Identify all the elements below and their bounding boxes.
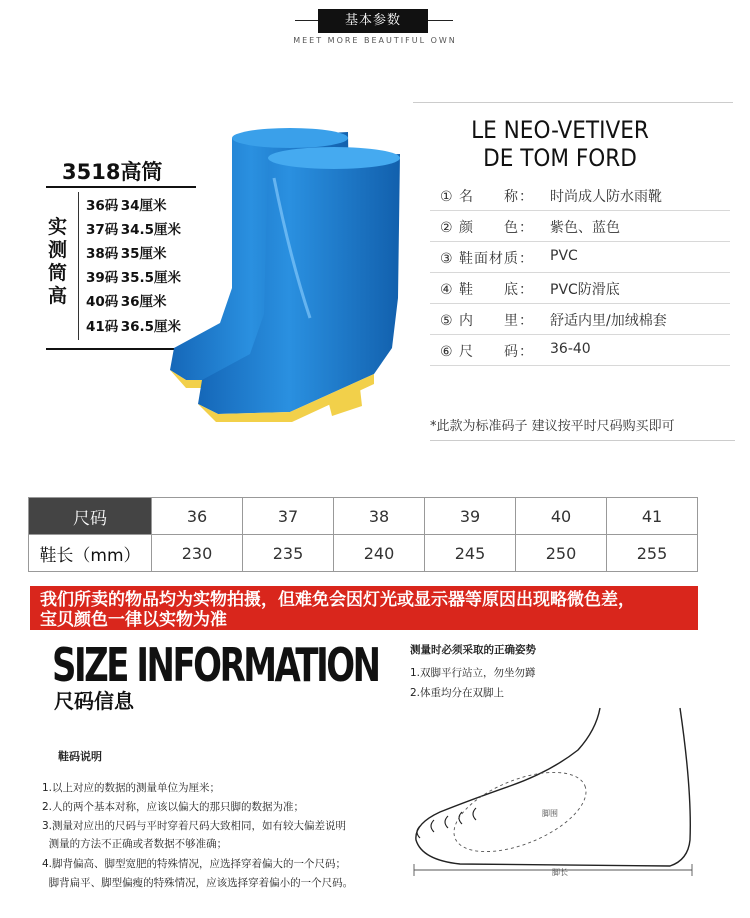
row-header-length: 鞋长（mm） — [29, 535, 152, 572]
notes-title: 鞋码说明 — [58, 750, 102, 763]
table-row — [29, 535, 698, 572]
foot-girth-label: 脚围 — [542, 809, 558, 818]
table-cell: 255 — [607, 535, 698, 572]
posture-title: 测量时必须采取的正确姿势 — [410, 644, 536, 656]
size-row: 39码 35.5厘米 — [86, 270, 182, 286]
table-divider — [78, 192, 79, 340]
section-title: 基本参数 — [318, 9, 428, 33]
note-item: 3.测量对应出的尺码与平时穿着尺码大致相同，如有较大偏差说明 — [42, 820, 347, 832]
table-cell: 38 — [334, 498, 425, 535]
size-info-subtitle: 尺码信息 — [54, 689, 134, 713]
size-row: 41码 36.5厘米 — [86, 319, 182, 335]
shoe-length-table — [28, 497, 698, 572]
table-cell: 37 — [243, 498, 334, 535]
table-cell: 39 — [425, 498, 516, 535]
table-cell: 250 — [516, 535, 607, 572]
table-cell: 36 — [152, 498, 243, 535]
spec-row: ⑥ 尺 码： 36-40 — [430, 334, 730, 366]
note-item: 1.以上对应的数据的测量单位为厘米； — [42, 782, 221, 794]
size-row: 36码 34厘米 — [86, 198, 167, 214]
spec-row: ① 名 称： 时尚成人防水雨靴 — [430, 179, 730, 211]
spec-row: ④ 鞋 底： PVC防滑底 — [430, 272, 730, 304]
size-row: 40码 36厘米 — [86, 294, 167, 310]
table-cell: 240 — [334, 535, 425, 572]
brand-name: LE NEO-VETIVER DE TOM FORD — [471, 116, 649, 172]
note-item: 测量的方法不正确或者数据不够准确； — [42, 838, 228, 850]
brand-divider — [413, 102, 733, 103]
table-cell: 230 — [152, 535, 243, 572]
row-header-size: 尺码 — [29, 498, 152, 535]
table-cell: 41 — [607, 498, 698, 535]
note-item: 脚背扁平、脚型偏瘦的特殊情况，应该选择穿着偏小的一个尺码。 — [42, 877, 354, 889]
size-advice-note: *此款为标准码子 建议按平时尺码购买即可 — [430, 419, 675, 434]
color-disclaimer-banner: 我们所卖的物品均为实物拍摄，但难免会因灯光或显示器等原因出现略微色差， 宝贝颜色一律以实物为准 — [30, 586, 698, 630]
note-item: 4.脚背偏高、脚型宽肥的特殊情况，应选择穿着偏大的一个尺码； — [42, 858, 347, 870]
note-divider — [430, 440, 735, 441]
table-cell: 245 — [425, 535, 516, 572]
table-cell: 40 — [516, 498, 607, 535]
size-info-title: SIZE INFORMATION — [52, 638, 379, 692]
table-row — [29, 498, 698, 535]
spec-row: ② 颜 色： 紫色、蓝色 — [430, 210, 730, 242]
measure-label: 实测筒高 — [48, 216, 68, 307]
posture-item: 2.体重均分在双脚上 — [410, 687, 505, 699]
spec-row: ⑤ 内 里： 舒适内里/加绒棉套 — [430, 303, 730, 335]
section-subtitle: MEET MORE BEAUTIFUL OWN — [293, 36, 457, 45]
model-number: 3518高筒 — [62, 160, 163, 184]
posture-item: 1.双脚平行站立，勿坐勿蹲 — [410, 667, 536, 679]
size-row: 38码 35厘米 — [86, 246, 167, 262]
spec-row: ③ 鞋面材质： PVC — [430, 241, 730, 273]
foot-length-label: 脚长 — [552, 868, 568, 877]
note-item: 2.人的两个基本对称，应该以偏大的那只脚的数据为准； — [42, 801, 305, 813]
rain-boots-image — [160, 118, 420, 438]
size-row: 37码 34.5厘米 — [86, 222, 182, 238]
table-cell: 235 — [243, 535, 334, 572]
